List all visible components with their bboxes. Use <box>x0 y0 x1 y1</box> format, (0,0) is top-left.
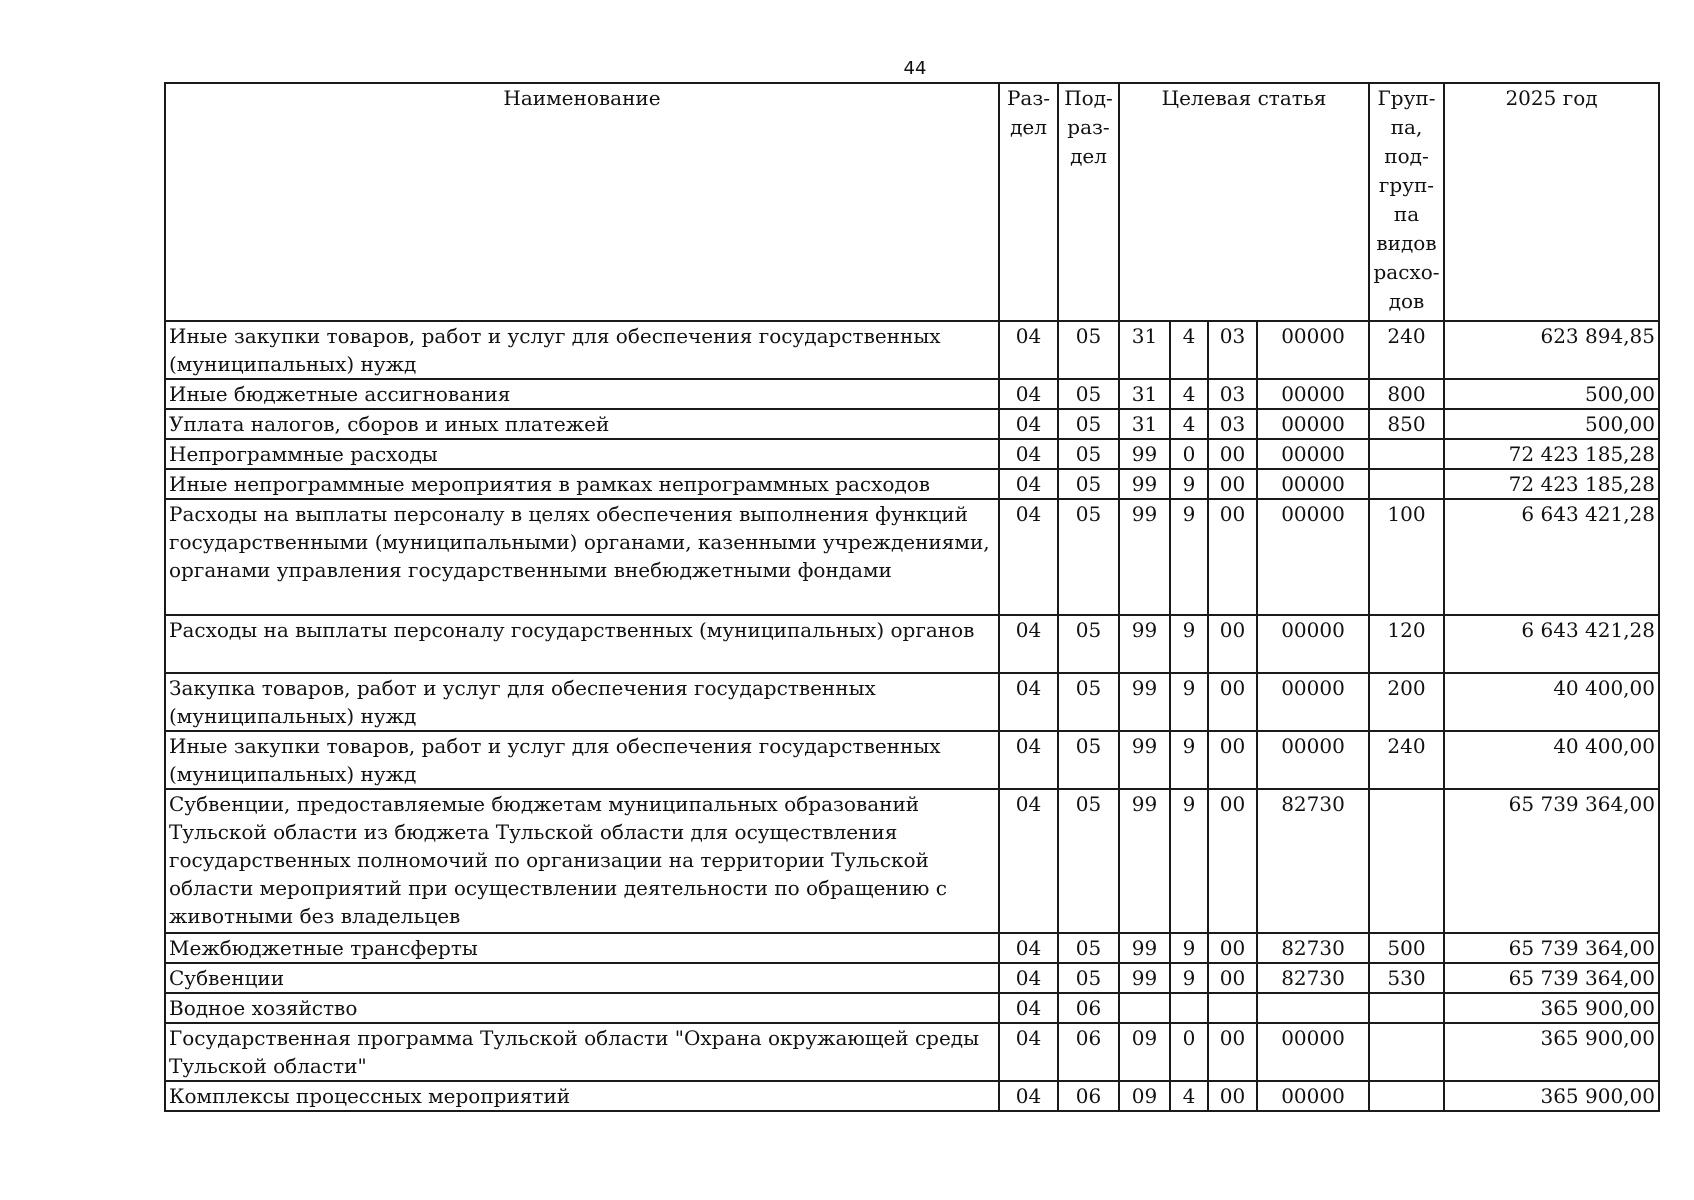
row-target-type: 4 <box>1170 379 1208 409</box>
row-amount: 365 900,00 <box>1444 1023 1659 1081</box>
row-target-type: 9 <box>1170 789 1208 933</box>
table-row <box>165 673 1659 731</box>
row-target-program: 31 <box>1119 409 1170 439</box>
row-amount: 65 739 364,00 <box>1444 963 1659 993</box>
row-target-type: 4 <box>1170 1081 1208 1111</box>
row-amount: 40 400,00 <box>1444 731 1659 789</box>
row-target-program: 09 <box>1119 1081 1170 1111</box>
row-razdel: 04 <box>999 933 1058 963</box>
row-target-program: 99 <box>1119 499 1170 615</box>
table-row <box>165 615 1659 673</box>
row-razdel: 04 <box>999 615 1058 673</box>
row-group <box>1369 1081 1444 1111</box>
row-name: Водное хозяйство <box>165 993 999 1023</box>
row-name: Закупка товаров, работ и услуг для обеспечения государственных (муниципальных) нужд <box>165 673 999 731</box>
header-target-article: Целевая статья <box>1119 83 1369 321</box>
row-target-type: 9 <box>1170 615 1208 673</box>
row-target-type: 4 <box>1170 409 1208 439</box>
row-target-type: 9 <box>1170 963 1208 993</box>
row-group: 530 <box>1369 963 1444 993</box>
row-target-type: 9 <box>1170 499 1208 615</box>
header-subsection: Под- раз- дел <box>1058 83 1119 321</box>
row-target-direction <box>1257 993 1369 1023</box>
row-group <box>1369 1023 1444 1081</box>
row-target-type: 9 <box>1170 673 1208 731</box>
header-expense-group: Груп- па, под- груп- па видов расхо- дов <box>1369 83 1444 321</box>
table-row <box>165 321 1659 379</box>
row-group <box>1369 469 1444 499</box>
row-amount: 6 643 421,28 <box>1444 615 1659 673</box>
row-podrazdel: 05 <box>1058 499 1119 615</box>
row-name: Иные непрограммные мероприятия в рамках непрограммных расходов <box>165 469 999 499</box>
row-podrazdel: 05 <box>1058 789 1119 933</box>
row-target-subprogram: 03 <box>1208 409 1257 439</box>
row-group <box>1369 439 1444 469</box>
row-podrazdel: 05 <box>1058 439 1119 469</box>
table-row <box>165 933 1659 963</box>
row-target-direction: 82730 <box>1257 933 1369 963</box>
row-target-type <box>1170 993 1208 1023</box>
row-razdel: 04 <box>999 731 1058 789</box>
row-razdel: 04 <box>999 439 1058 469</box>
row-target-program: 09 <box>1119 1023 1170 1081</box>
row-podrazdel: 05 <box>1058 615 1119 673</box>
row-target-direction: 00000 <box>1257 1023 1369 1081</box>
row-target-subprogram: 00 <box>1208 933 1257 963</box>
row-amount: 65 739 364,00 <box>1444 933 1659 963</box>
row-target-program: 99 <box>1119 615 1170 673</box>
row-amount: 72 423 185,28 <box>1444 439 1659 469</box>
row-target-subprogram: 00 <box>1208 1023 1257 1081</box>
row-target-type: 4 <box>1170 321 1208 379</box>
table-row <box>165 993 1659 1023</box>
row-target-subprogram: 00 <box>1208 673 1257 731</box>
header-section: Раз- дел <box>999 83 1058 321</box>
row-razdel: 04 <box>999 673 1058 731</box>
row-razdel: 04 <box>999 499 1058 615</box>
row-target-program: 99 <box>1119 789 1170 933</box>
header-row <box>165 83 1659 321</box>
page-number: 44 <box>903 58 927 79</box>
row-target-subprogram: 00 <box>1208 789 1257 933</box>
row-target-subprogram: 00 <box>1208 1081 1257 1111</box>
row-amount: 65 739 364,00 <box>1444 789 1659 933</box>
row-podrazdel: 05 <box>1058 933 1119 963</box>
header-name: Наименование <box>165 83 999 321</box>
row-group: 800 <box>1369 379 1444 409</box>
row-podrazdel: 06 <box>1058 1081 1119 1111</box>
row-target-type: 0 <box>1170 439 1208 469</box>
row-podrazdel: 05 <box>1058 321 1119 379</box>
row-target-program: 99 <box>1119 933 1170 963</box>
row-target-direction: 00000 <box>1257 409 1369 439</box>
row-group: 240 <box>1369 321 1444 379</box>
row-name: Иные закупки товаров, работ и услуг для обеспечения государственных (муниципальных) нужд <box>165 731 999 789</box>
row-target-subprogram: 03 <box>1208 379 1257 409</box>
row-target-direction: 00000 <box>1257 731 1369 789</box>
row-name: Уплата налогов, сборов и иных платежей <box>165 409 999 439</box>
row-name: Субвенции, предоставляемые бюджетам муниципальных образований Тульской области из бюджета Тульской области для осуществления государственных полномочий по организации на территории Тульской области мероприятий при осуществлении деятельности по обращению с животными без владельцев <box>165 789 999 933</box>
row-target-subprogram: 00 <box>1208 439 1257 469</box>
row-target-program: 99 <box>1119 963 1170 993</box>
row-amount: 365 900,00 <box>1444 1081 1659 1111</box>
row-target-program: 99 <box>1119 469 1170 499</box>
row-razdel: 04 <box>999 469 1058 499</box>
table-row <box>165 409 1659 439</box>
row-name: Непрограммные расходы <box>165 439 999 469</box>
row-target-type: 9 <box>1170 469 1208 499</box>
row-podrazdel: 05 <box>1058 731 1119 789</box>
table-row <box>165 379 1659 409</box>
row-amount: 40 400,00 <box>1444 673 1659 731</box>
row-target-direction: 00000 <box>1257 439 1369 469</box>
row-target-direction: 00000 <box>1257 321 1369 379</box>
row-name: Иные бюджетные ассигнования <box>165 379 999 409</box>
row-group: 200 <box>1369 673 1444 731</box>
table-row <box>165 789 1659 933</box>
row-group: 100 <box>1369 499 1444 615</box>
row-target-direction: 00000 <box>1257 499 1369 615</box>
row-target-program: 99 <box>1119 731 1170 789</box>
row-podrazdel: 05 <box>1058 409 1119 439</box>
row-name: Государственная программа Тульской области "Охрана окружающей среды Тульской области" <box>165 1023 999 1081</box>
row-name: Расходы на выплаты персоналу в целях обеспечения выполнения функций государственными (муниципальными) органами, казенными учреждениями, органами управления государственными внебюджетными фондами <box>165 499 999 615</box>
row-amount: 500,00 <box>1444 379 1659 409</box>
row-razdel: 04 <box>999 379 1058 409</box>
row-target-type: 0 <box>1170 1023 1208 1081</box>
table-row <box>165 439 1659 469</box>
row-target-subprogram: 00 <box>1208 615 1257 673</box>
row-target-subprogram: 00 <box>1208 731 1257 789</box>
row-group: 500 <box>1369 933 1444 963</box>
row-name: Межбюджетные трансферты <box>165 933 999 963</box>
row-name: Расходы на выплаты персоналу государственных (муниципальных) органов <box>165 615 999 673</box>
row-target-direction: 00000 <box>1257 1081 1369 1111</box>
row-amount: 6 643 421,28 <box>1444 499 1659 615</box>
table-row <box>165 499 1659 615</box>
row-razdel: 04 <box>999 963 1058 993</box>
row-target-subprogram: 00 <box>1208 963 1257 993</box>
row-razdel: 04 <box>999 1081 1058 1111</box>
row-target-program: 31 <box>1119 321 1170 379</box>
table-row <box>165 1081 1659 1111</box>
table-row <box>165 963 1659 993</box>
row-target-program <box>1119 993 1170 1023</box>
row-target-type: 9 <box>1170 731 1208 789</box>
row-target-program: 31 <box>1119 379 1170 409</box>
row-group <box>1369 789 1444 933</box>
row-target-direction: 82730 <box>1257 789 1369 933</box>
row-amount: 365 900,00 <box>1444 993 1659 1023</box>
row-target-direction: 00000 <box>1257 469 1369 499</box>
row-name: Субвенции <box>165 963 999 993</box>
row-razdel: 04 <box>999 321 1058 379</box>
row-razdel: 04 <box>999 993 1058 1023</box>
row-podrazdel: 05 <box>1058 673 1119 731</box>
row-target-direction: 00000 <box>1257 673 1369 731</box>
row-amount: 623 894,85 <box>1444 321 1659 379</box>
row-podrazdel: 06 <box>1058 993 1119 1023</box>
row-name: Иные закупки товаров, работ и услуг для обеспечения государственных (муниципальных) нужд <box>165 321 999 379</box>
row-target-subprogram <box>1208 993 1257 1023</box>
row-target-direction: 82730 <box>1257 963 1369 993</box>
row-razdel: 04 <box>999 789 1058 933</box>
row-group: 850 <box>1369 409 1444 439</box>
row-amount: 500,00 <box>1444 409 1659 439</box>
row-target-subprogram: 03 <box>1208 321 1257 379</box>
row-razdel: 04 <box>999 1023 1058 1081</box>
row-group: 120 <box>1369 615 1444 673</box>
table-row <box>165 731 1659 789</box>
row-group <box>1369 993 1444 1023</box>
row-target-program: 99 <box>1119 439 1170 469</box>
row-podrazdel: 05 <box>1058 469 1119 499</box>
table-row <box>165 469 1659 499</box>
row-podrazdel: 05 <box>1058 963 1119 993</box>
row-target-direction: 00000 <box>1257 615 1369 673</box>
row-podrazdel: 06 <box>1058 1023 1119 1081</box>
table-row <box>165 1023 1659 1081</box>
row-target-subprogram: 00 <box>1208 499 1257 615</box>
row-amount: 72 423 185,28 <box>1444 469 1659 499</box>
header-year: 2025 год <box>1444 83 1659 321</box>
row-target-subprogram: 00 <box>1208 469 1257 499</box>
row-podrazdel: 05 <box>1058 379 1119 409</box>
budget-table <box>164 82 1660 1112</box>
row-target-type: 9 <box>1170 933 1208 963</box>
row-name: Комплексы процессных мероприятий <box>165 1081 999 1111</box>
row-target-direction: 00000 <box>1257 379 1369 409</box>
row-razdel: 04 <box>999 409 1058 439</box>
row-group: 240 <box>1369 731 1444 789</box>
row-target-program: 99 <box>1119 673 1170 731</box>
